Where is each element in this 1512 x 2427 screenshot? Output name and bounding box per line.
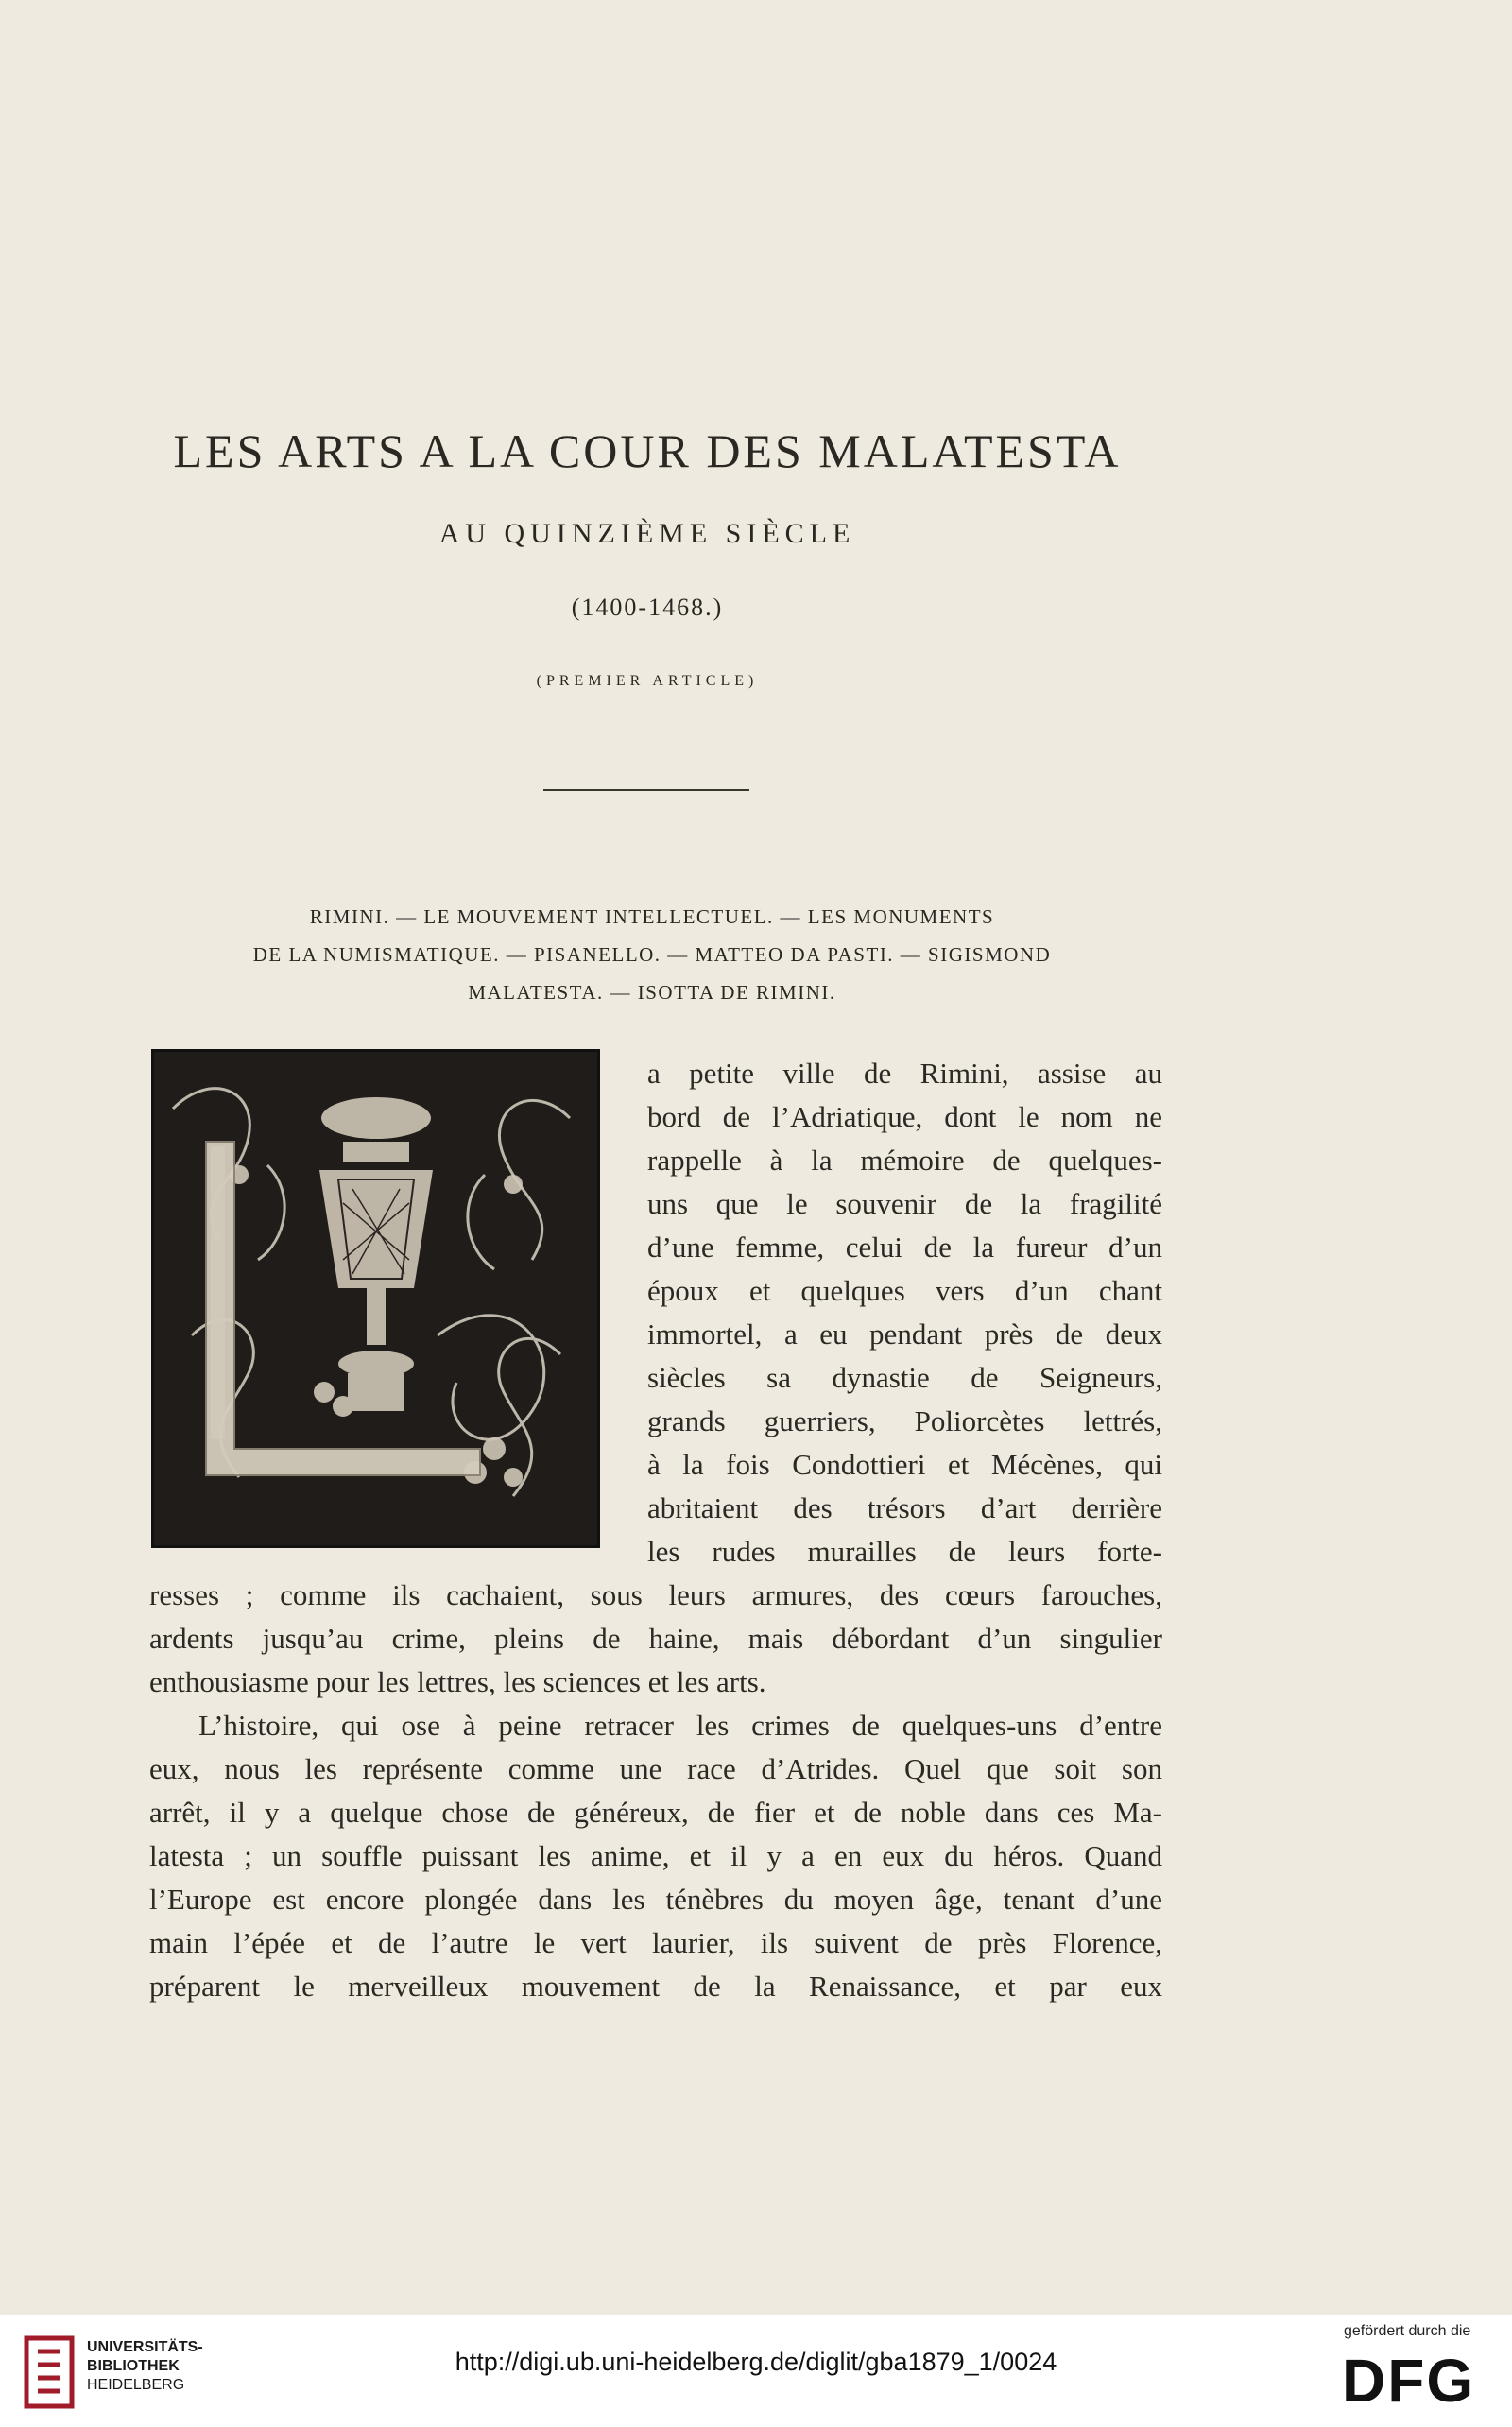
text-line: siècles sa dynastie de Seigneurs, [647,1361,1162,1394]
text-line: grands guerriers, Poliorcètes lettrés, [647,1404,1162,1437]
drop-cap-ornament-icon [154,1052,597,1545]
funding-note: gefördert durch die [1344,2323,1471,2339]
text-line: l’Europe est encore plongée dans les ténèbres du moyen âge, tenant d’une [149,1883,1162,1916]
permalink[interactable]: http://digi.ub.uni-heidelberg.de/diglit/gba1879_1/0024 [455,2348,1057,2376]
article-subtitle: AU QUINZIÈME SIÈCLE [438,518,856,549]
text-line: d’une femme, celui de la fureur d’un [647,1231,1162,1264]
text-line: à la fois Condottieri et Mécènes, qui [647,1448,1162,1481]
text-line: resses ; comme ils cachaient, sous leurs armures, des cœurs farouches, [149,1578,1162,1611]
library-line: HEIDELBERG [87,2377,185,2393]
summary-line: MALATESTA. — ISOTTA DE RIMINI. [468,981,836,1004]
text-line: les rudes murailles de leurs forte- [647,1535,1162,1568]
article-title: LES ARTS A LA COUR DES MALATESTA [173,424,1122,477]
text-line: ardents jusqu’au crime, pleins de haine, mais débordant d’un singulier [149,1622,1162,1655]
text-line: main l’épée et de l’autre le vert laurier, ils suivent de près Florence, [149,1926,1162,1959]
ornamental-drop-cap [151,1049,600,1548]
text-line: rappelle à la mémoire de quelques- [647,1144,1162,1177]
text-line: a petite ville de Rimini, assise au [647,1057,1162,1090]
text-line: immortel, a eu pendant près de deux [647,1317,1162,1351]
summary-line: DE LA NUMISMATIQUE. — PISANELLO. — MATTEO DA PASTI. — SIGISMOND [252,943,1052,966]
article-part: (PREMIER ARTICLE) [536,673,759,689]
chapter-summary [142,898,1162,1011]
text-line: uns que le souvenir de la fragilité [647,1187,1162,1220]
text-line: enthousiasme pour les lettres, les sciences et les arts. [149,1665,766,1698]
text-line: abritaient des trésors d’art derrière [647,1491,1162,1524]
library-line: BIBLIOTHEK [87,2358,180,2374]
article-dates: (1400-1468.) [571,594,724,621]
text-line: eux, nous les représente comme une race d’Atrides. Quel que soit son [149,1752,1162,1785]
divider-rule [543,789,749,791]
text-line: L’histoire, qui ose à peine retracer les crimes de quelques-uns d’entre [198,1709,1162,1742]
dfg-logo: DFG [1342,2347,1476,2415]
text-line: préparent le merveilleux mouvement de la Renaissance, et par eux [149,1970,1162,2003]
library-line: UNIVERSITÄTS- [87,2339,203,2355]
summary-line: RIMINI. — LE MOUVEMENT INTELLECTUEL. — LES MONUMENTS [309,905,995,928]
text-line: latesta ; un souffle puissant les anime, et il y a en eux du héros. Quand [149,1839,1162,1872]
text-line: époux et quelques vers d’un chant [647,1274,1162,1307]
text-line: arrêt, il y a quelque chose de généreux, de fier et de noble dans ces Ma- [149,1796,1162,1829]
text-line: bord de l’Adriatique, dont le nom ne [647,1100,1162,1133]
